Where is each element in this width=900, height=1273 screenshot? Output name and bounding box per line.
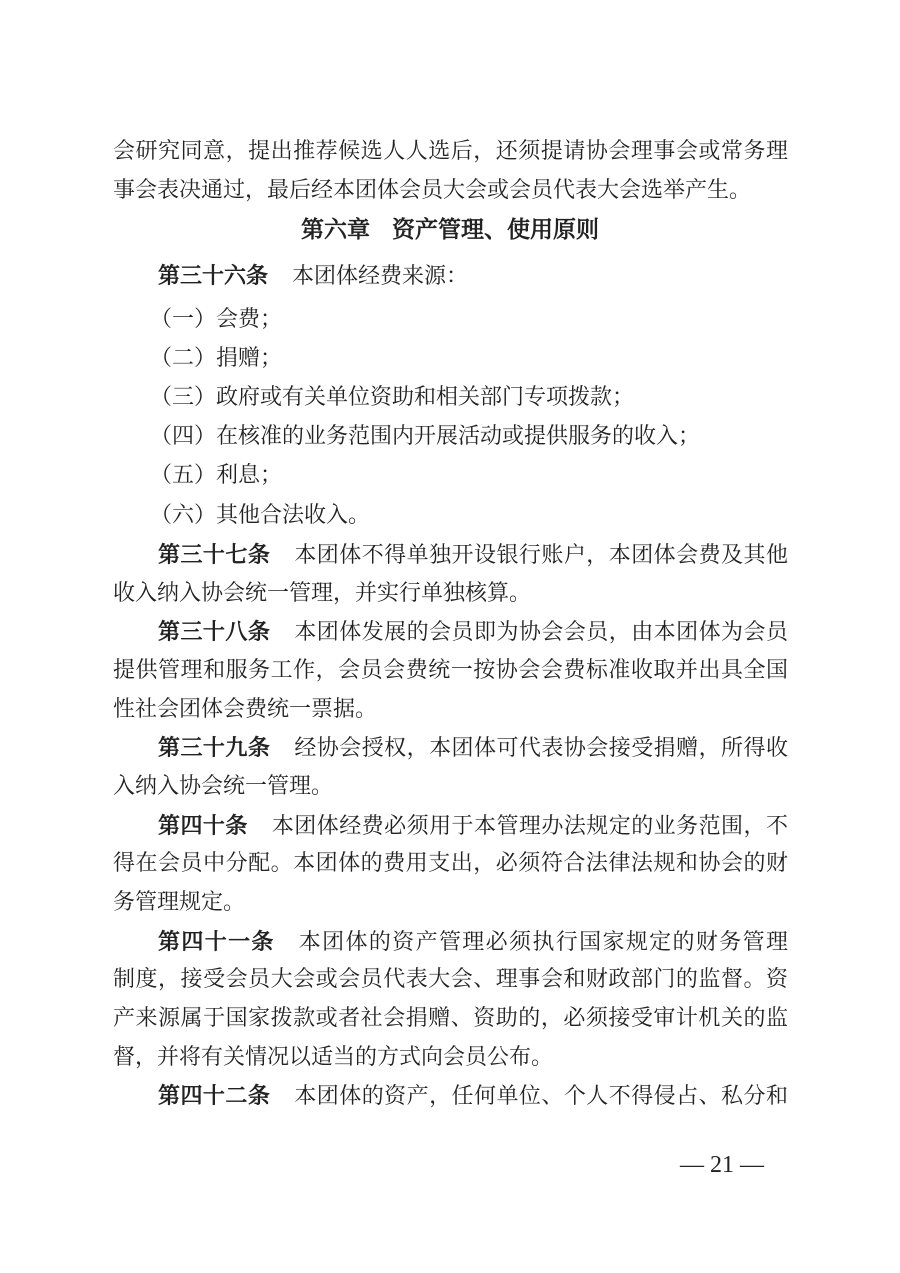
line-text: 提供管理和服务工作，会员会费统一按协会会费标准收取并出具全国 xyxy=(113,658,788,683)
text-line: 会研究同意，提出推荐候选人人选后，还须提请协会理事会或常务理 xyxy=(113,139,788,164)
line-text: 性社会团体会费统一票据。 xyxy=(113,697,378,722)
text-line xyxy=(113,696,788,724)
text-line xyxy=(113,1005,788,1033)
line-text: 本团体的资产，任何单位、个人不得侵占、私分和 xyxy=(294,1084,788,1109)
chapter-title: 资产管理、使用原则 xyxy=(392,216,599,243)
line-text: 本团体的资产管理必须执行国家规定的财务管理 xyxy=(298,930,788,955)
article-line xyxy=(158,1082,788,1110)
line-text: 本团体不得单独开设银行账户，本团体会费及其他 xyxy=(294,543,788,568)
text-line xyxy=(113,1044,788,1072)
line-text: （一）会费； xyxy=(150,307,283,332)
line-text: （五）利息； xyxy=(150,463,283,488)
article-line xyxy=(158,541,788,569)
line-text: 入纳入协会统一管理。 xyxy=(113,774,334,799)
line-text: 督，并将有关情况以适当的方式向会员公布。 xyxy=(113,1045,554,1070)
line-text: （二）捐赠； xyxy=(150,346,283,371)
chapter-number: 第六章 xyxy=(301,216,370,243)
article-line xyxy=(158,618,788,646)
list-item xyxy=(150,462,788,490)
article-number: 第三十八条 xyxy=(158,619,271,645)
list-item xyxy=(150,502,788,530)
line-text: 本团体发展的会员即为协会会员，由本团体为会员 xyxy=(294,620,788,645)
list-item xyxy=(150,306,788,334)
list-item xyxy=(150,345,788,373)
article-number: 第三十九条 xyxy=(158,735,271,761)
line-text: 收入纳入协会统一管理，并实行单独核算。 xyxy=(113,581,532,606)
line-text: 本团体经费必须用于本管理办法规定的业务范围，不 xyxy=(271,814,788,839)
list-item xyxy=(150,384,788,412)
article-line xyxy=(158,734,788,762)
article-line xyxy=(158,262,788,290)
article-number: 第三十七条 xyxy=(158,542,271,568)
line-text: 得在会员中分配。本团体的费用支出，必须符合法律法规和协会的财 xyxy=(113,851,788,876)
text-line xyxy=(113,889,788,917)
line-text: 制度，接受会员大会或会员代表大会、理事会和财政部门的监督。资 xyxy=(113,967,788,992)
line-text: 务管理规定。 xyxy=(113,890,246,915)
line-text: 经协会授权，本团体可代表协会接受捐赠，所得收 xyxy=(294,736,788,761)
article-number: 第三十六条 xyxy=(158,263,269,289)
line-text: 本团体经费来源： xyxy=(292,264,469,289)
text-line xyxy=(113,850,788,878)
text-line xyxy=(113,657,788,685)
article-number: 第四十一条 xyxy=(158,929,275,955)
text-line xyxy=(113,966,788,994)
page-number: — 21 — xyxy=(680,1152,764,1178)
line-text: （四）在核准的业务范围内开展活动或提供服务的收入； xyxy=(150,424,701,449)
text-line xyxy=(113,773,788,801)
article-line xyxy=(158,812,788,840)
article-number: 第四十条 xyxy=(158,813,248,839)
article-number: 第四十二条 xyxy=(158,1083,271,1109)
article-line xyxy=(158,928,788,956)
line-text: 产来源属于国家拨款或者社会捐赠、资助的，必须接受审计机关的监 xyxy=(113,1006,788,1031)
text-line xyxy=(113,580,788,608)
line-text: （六）其他合法收入。 xyxy=(150,503,371,528)
list-item xyxy=(150,423,788,451)
line-text: （三）政府或有关单位资助和相关部门专项拨款； xyxy=(150,385,635,410)
chapter-heading xyxy=(0,216,900,244)
text-line: 事会表决通过，最后经本团体会员大会或会员代表大会选举产生。 xyxy=(113,178,752,203)
